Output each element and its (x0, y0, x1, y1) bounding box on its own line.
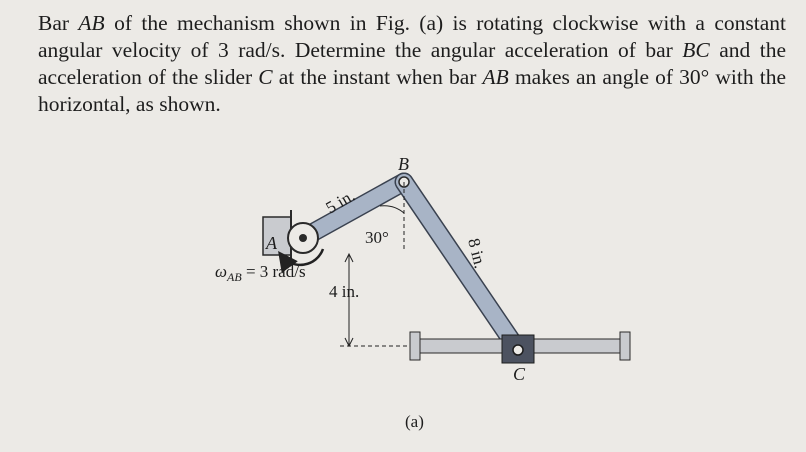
problem-statement (38, 10, 786, 118)
dim-AB-label: 5 in. (322, 185, 359, 218)
angle-arc (380, 206, 404, 213)
variable-text: AB (482, 65, 509, 89)
omega-label (215, 262, 306, 284)
variable-text: BC (682, 38, 710, 62)
pin-A-center (299, 234, 307, 242)
label-B: B (398, 154, 409, 174)
figure-caption: (a) (405, 412, 424, 431)
omega-subscript: AB (227, 270, 242, 284)
variable-text: AB (78, 11, 105, 35)
bar-AB (303, 182, 404, 238)
variable-text: C (258, 65, 273, 89)
omega-symbol: ω (215, 262, 228, 281)
angle-label: 30° (365, 228, 389, 247)
dim-BC-label: 8 in. (464, 236, 490, 271)
label-A: A (266, 233, 277, 253)
statement-text: makes an angle of 30° with the horizontal, as shown. (38, 65, 786, 116)
height-label: 4 in. (329, 282, 360, 301)
mechanism-figure (0, 140, 806, 452)
pin-C (513, 345, 523, 355)
bar-BC (404, 182, 518, 350)
label-C: C (513, 364, 526, 384)
statement-text: and the acceleration of the slider (38, 38, 786, 89)
omega-value: = 3 rad/s (241, 262, 306, 281)
statement-text: of the mechanism shown in Fig. (a) is rotating clockwise with a constant angular velocity of 3 rad/s. Determine the angular acceleration of bar (38, 11, 786, 62)
statement-text: Bar (38, 11, 79, 35)
statement-text: at the instant when bar (272, 65, 483, 89)
